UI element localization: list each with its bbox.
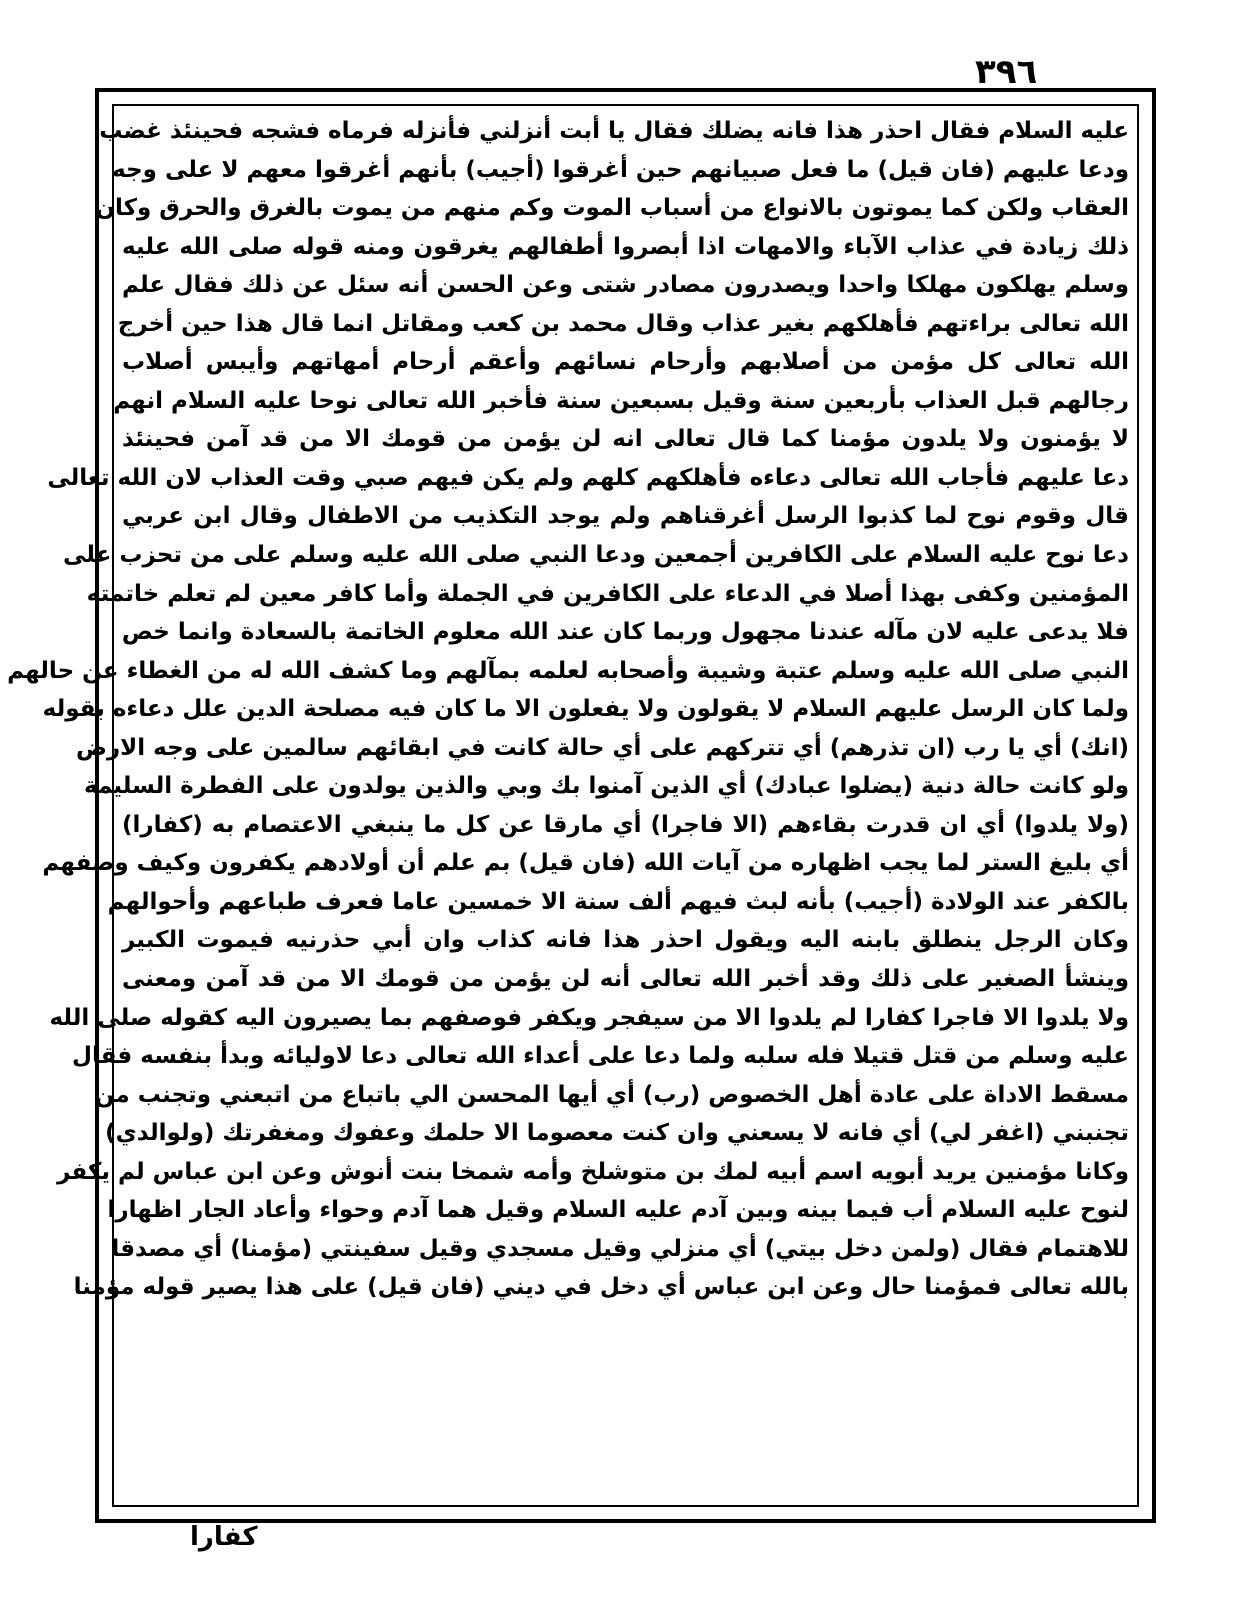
text-line: ودعا عليهم (فان قيل) ما فعل صبيانهم حين أغرقوا (أجيب) بأنهم أغرقوا معهم لا على وجه bbox=[112, 156, 1129, 183]
text-line: رجالهم قبل العذاب بأربعين سنة وقيل بسبعين سنة فأخبر الله تعالى نوحا عليه السلام انهم bbox=[113, 387, 1129, 414]
text-line: وينشأ الصغير على ذلك وقد أخبر الله تعالى أنه لن يؤمن من قومك الا من قد آمن ومعنى bbox=[122, 966, 1129, 993]
text-line: المؤمنين وكفى بهذا أصلا في الدعاء على الكافرين في الجملة وأما كافر معين لم تعلم خاتمته bbox=[86, 580, 1129, 607]
text-line: (ولا يلدوا) أي ان قدرت بقاءهم (الا فاجرا) أي مارقا عن كل ما ينبغي الاعتصام به (كفارا) bbox=[122, 811, 1129, 838]
text-line: النبي صلى الله عليه وسلم عتبة وشيبة وأصحابه لعلمه بمآلهم وما كشف الله له من الغطاء عن حالهم bbox=[7, 657, 1129, 684]
catchword: كفارا bbox=[190, 1522, 258, 1552]
text-line: للاهتمام فقال (ولمن دخل بيتي) أي منزلي وقيل مسجدي وقيل سفينتي (مؤمنا) أي مصدقا bbox=[111, 1235, 1129, 1262]
text-line: ولما كان الرسل عليهم السلام لا يقولون ولا يفعلون الا ما كان فيه مصلحة الدين علل دعاءه بقوله bbox=[42, 696, 1129, 723]
text-line: الله تعالى براءتهم فأهلكهم بغير عذاب وقال محمد بن كعب ومقاتل انما قال هذا حين أخرج bbox=[117, 310, 1129, 337]
text-line: ولا يلدوا الا فاجرا كفارا لم يلدوا الا من سيفجر ويكفر فوصفهم بما يصيرون اليه كقوله صلى الله bbox=[49, 1004, 1129, 1031]
text-line: عليه السلام فقال احذر هذا فانه يضلك فقال يا أبت أنزلني فأنزله فرماه فشجه فحينئذ غضب bbox=[99, 118, 1129, 144]
text-line: تجنبني (اغفر لي) أي فانه لا يسعني وان كنت معصوما الا حلمك وعفوك ومغفرتك (ولوالدي) bbox=[105, 1120, 1129, 1147]
body-text bbox=[7, 112, 1129, 1500]
page-number: ٣٩٦ bbox=[975, 52, 1038, 92]
text-line: أي بليغ الستر لما يجب اظهاره من آيات الله (فان قيل) بم علم أن أولادهم يكفرون وكيف وصفهم bbox=[42, 850, 1129, 877]
text-line: ولو كانت حالة دنية (يضلوا عبادك) أي الذين آمنوا بك وبي والذين يولدون على الفطرة السليمة bbox=[84, 773, 1129, 800]
text-line: بالله تعالى فمؤمنا حال وعن ابن عباس أي دخل في ديني (فان قيل) على هذا يصير قوله مؤمنا bbox=[73, 1274, 1129, 1301]
text-line: ذلك زيادة في عذاب الآباء والامهات اذا أبصروا أطفالهم يغرقون ومنه قوله صلى الله عليه bbox=[122, 233, 1129, 260]
text-line: لا يؤمنون ولا يلدون مؤمنا كما قال تعالى انه لن يؤمن من قومك الا من قد آمن فحينئذ bbox=[122, 426, 1129, 453]
text-line: الله تعالى كل مؤمن من أصلابهم وأرحام نسائهم وأعقم أرحام أمهاتهم وأيبس أصلاب bbox=[122, 349, 1129, 376]
text-line: (انك) أي يا رب (ان تذرهم) أي تتركهم على أي حالة كانت في ابقائهم سالمين على وجه الارض bbox=[75, 734, 1129, 761]
text-line: مسقط الاداة على عادة أهل الخصوص (رب) أي أيها المحسن الي باتباع من اتبعني وتجنب من bbox=[94, 1081, 1129, 1108]
text-line: العقاب ولكن كما يموتون بالانواع من أسباب الموت وكم منهم من يموت بالغرق والحرق وكان bbox=[95, 195, 1129, 222]
text-line: دعا نوح عليه السلام على الكافرين أجمعين ودعا النبي صلى الله عليه وسلم على من تحزب على bbox=[63, 542, 1129, 569]
text-line: وسلم يهلكون مهلكا واحدا ويصدرون مصادر شتى وعن الحسن أنه سئل عن ذلك فقال علم bbox=[122, 272, 1129, 299]
text-line: وكانا مؤمنين يريد أبويه اسم أبيه لمك بن متوشلخ وأمه شمخا بنت أنوش وعن ابن عباس لم يكفر bbox=[57, 1158, 1129, 1185]
text-line: بالكفر عند الولادة (أجيب) بأنه لبث فيهم ألف سنة الا خمسين عاما فعرف طباعهم وأحوالهم bbox=[107, 888, 1129, 915]
text-line: وكان الرجل ينطلق بابنه اليه ويقول احذر هذا فانه كذاب وان أبي حذرنيه فيموت الكبير bbox=[122, 927, 1129, 954]
text-line: عليه وسلم من قتل قتيلا فله سلبه ولما دعا على أعداء الله تعالى دعا لاوليائه وبدأ بنفسه فقال bbox=[72, 1043, 1129, 1070]
text-line: دعا عليهم فأجاب الله تعالى دعاءه فأهلكهم كلهم ولم يكن فيهم صبي وقت العذاب لان الله تعالى bbox=[47, 464, 1129, 491]
text-line: لنوح عليه السلام أب فيما بينه وبين آدم عليه السلام وقيل هما آدم وحواء وأعاد الجار اظهارا bbox=[107, 1197, 1129, 1224]
text-line: فلا يدعى عليه لان مآله عندنا مجهول وربما كان عند الله معلوم الخاتمة بالسعادة وانما خص bbox=[121, 619, 1129, 646]
text-line: قال وقوم نوح لما كذبوا الرسل أغرقناهم ولم يوجد التكذيب من الاطفال وقال ابن عربي bbox=[122, 503, 1129, 530]
